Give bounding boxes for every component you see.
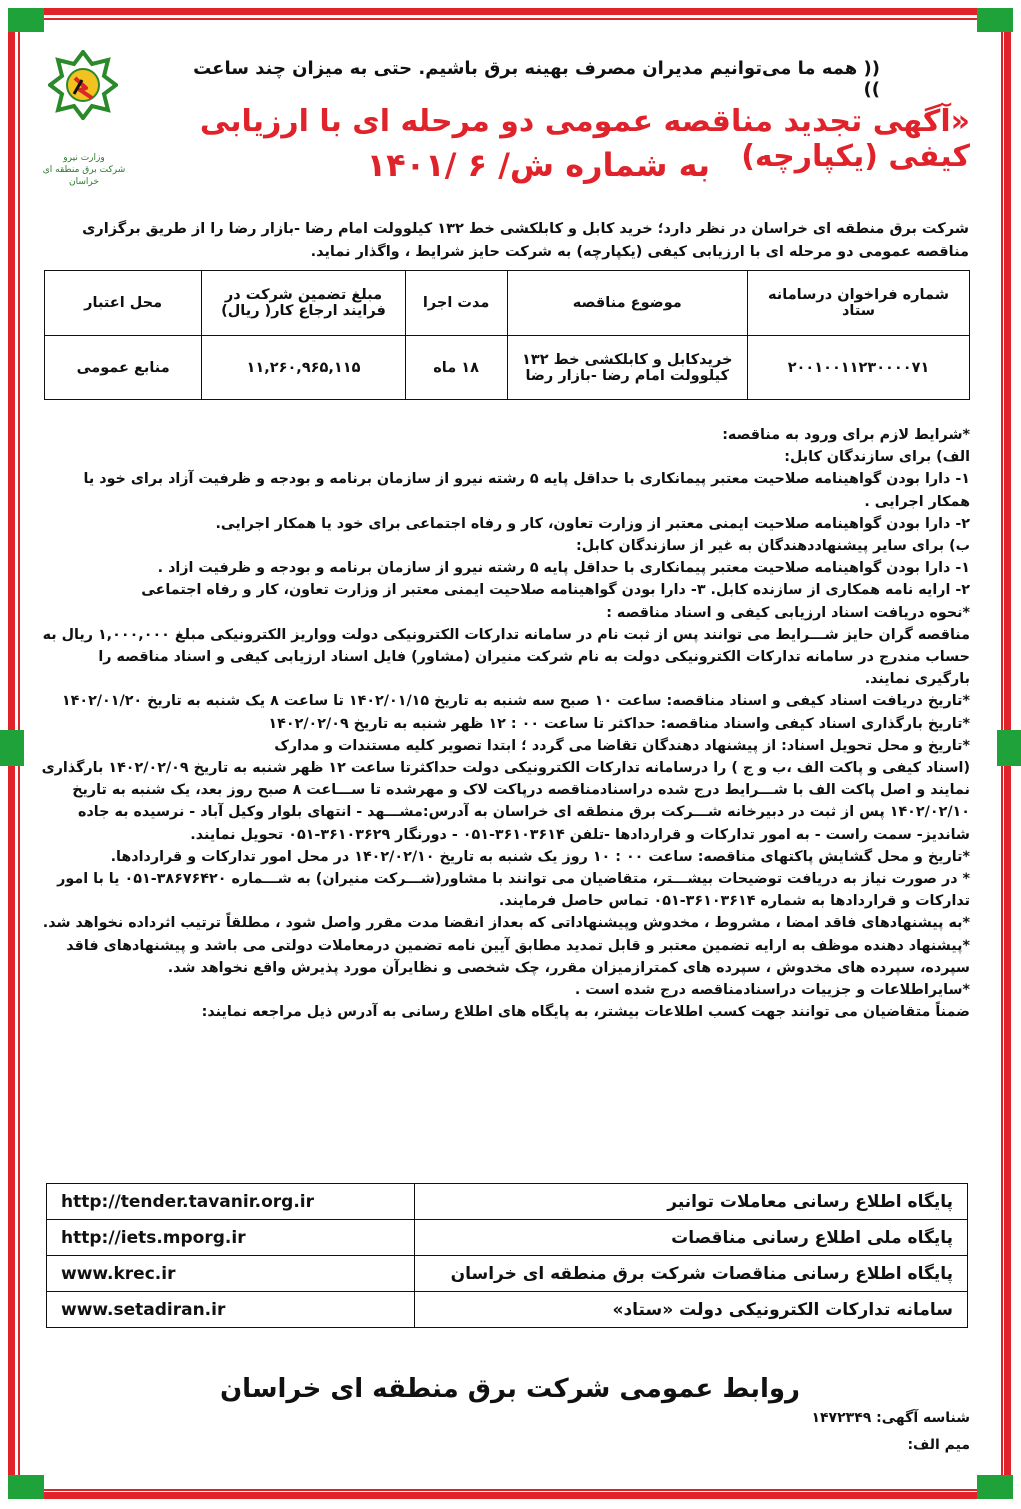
link-site: پایگاه اطلاع رسانی معاملات توانیر bbox=[415, 1184, 968, 1220]
mim-alef: میم الف: bbox=[907, 1437, 970, 1453]
links-table bbox=[46, 1183, 968, 1328]
body-line: (اسناد کیفی و پاکت الف ،ب و ج ) را درسامانه تدارکات الکترونیکی دولت حداکثرتا ساعت ۱۲ ظهر شنبه به تاریخ ۱۴۰۲/۰۲/۰۹ بارگذاری نمایند و اصل پاکت الف با شـــرایط درج شده دراسنادمناقصه درپاکت لاک و مهرشده تا ســـاعت ۸ صبح روز بعد، یک شنبه به تاریخ ۱۴۰۲/۰۲/۱۰ پس از ثبت در دبیرخانه شـــرکت برق منطقه ای خراسان به آدرس:مشـــهد - انتهای بلوار وکیل آباد - نرسیده به جاده شاندیز- سمت راست - به امور تدارکات و قراردادها -تلفن ۳۶۱۰۳۶۱۴-۰۵۱ - دورنگار ۳۶۱۰۳۶۲۹-۰۵۱ تحویل نمایند. bbox=[41, 760, 970, 843]
logo-caption-line: شرکت برق منطقه ای خراسان bbox=[42, 165, 126, 187]
side-tab-right bbox=[997, 730, 1021, 766]
body-line: *تاریخ و محل تحویل اسناد: از پیشنهاد دهندگان تقاضا می گردد ؛ ابتدا تصویر کلیه مستندات و مدارک bbox=[274, 737, 970, 754]
body-line: ۲- ارایه نامه همکاری از سازنده کابل. ۳- دارا بودن گواهینامه صلاحیت ایمنی معتبر از وزارت تعاون، کار و رفاه اجتماعی bbox=[141, 582, 970, 599]
body-line: *تاریخ دریافت اسناد کیفی و اسناد مناقصه: ساعت ۱۰ صبح سه شنبه به تاریخ ۱۴۰۲/۰۱/۱۵ تا ساعت ۸ یک شنبه به تاریخ ۱۴۰۲/۰۱/۲۰ bbox=[61, 693, 970, 710]
link-row bbox=[47, 1220, 968, 1256]
logo-caption bbox=[36, 152, 132, 188]
side-tab-left bbox=[0, 730, 24, 766]
body-line: ۱- دارا بودن گواهینامه صلاحیت معتبر پیمانکاری با حداقل پایه ۵ رشته نیرو از سازمان برنامه و بودجه و ظرفیت آزاد برای خود یا همکار اجرایی . bbox=[83, 471, 970, 510]
notice-title: «آگهی تجدید مناقصه عمومی دو مرحله ای با ارزیابی کیفی (یکپارچه) bbox=[199, 104, 970, 174]
intro-paragraph: شرکت برق منطقه ای خراسان در نظر دارد؛ خرید کابل و کابلکشی خط ۱۳۲ کیلوولت امام رضا -بازار رضا را از طریق برگزاری مناقصه عمومی دو مرحله ای با ارزیابی کیفی (یکپارچه) به شرکت حایز شرایط ، واگذار نماید. bbox=[82, 221, 969, 260]
table-cell: ۱۱,۲۶۰,۹۶۵,۱۱۵ bbox=[202, 336, 406, 400]
table-row bbox=[45, 336, 970, 400]
body-line: *تاریخ بارگذاری اسناد کیفی واسناد مناقصه: حداکثر تا ساعت ۰۰ : ۱۲ ظهر شنبه به تاریخ ۱۴۰۲/۰۲/۰۹ bbox=[268, 715, 970, 732]
table-header: محل اعتبار bbox=[45, 271, 202, 336]
body-line: * در صورت نیاز به دریافت توضیحات بیشـــتر، متقاضیان می توانند با مشاور(شـــرکت منیران) به شـــماره ۳۸۶۷۶۴۲۰-۰۵۱ یا با امور تدارکات و قراردادها به شماره ۳۶۱۰۳۶۱۴-۰۵۱ تماس حاصل فرمایند. bbox=[57, 871, 970, 910]
body-line: *سایراطلاعات و جزییات دراسنادمناقصه درج شده است . bbox=[574, 982, 970, 999]
slogan: (( همه ما می‌توانیم مدیران مصرف بهینه برق باشیم. حتی به میزان چند ساعت )) bbox=[193, 58, 880, 100]
table-header-row bbox=[45, 271, 970, 336]
body-line: مناقصه گران حایز شـــرایط می توانند پس از ثبت نام در سامانه تدارکات الکترونیکی دولت وواریز الکترونیکی مبلغ ۱,۰۰۰,۰۰۰ ریال به حساب مندرج در سامانه تدارکات الکترونیکی دولت به نام شرکت منیران (مشاور) فایل اسناد ارزیابی کیفی و اسناد مناقصه را بارگیری نمایند. bbox=[42, 626, 970, 688]
link-url[interactable]: http://iets.mporg.ir bbox=[47, 1220, 415, 1256]
body-line: ضمناً متقاضیان می توانند جهت کسب اطلاعات بیشتر، به پایگاه های اطلاع رسانی به آدرس ذیل مراجعه نمایند: bbox=[201, 1004, 970, 1021]
corner-tab bbox=[8, 8, 44, 32]
body-line: *به پیشنهادهای فاقد امضا ، مشروط ، مخدوش وپیشنهاداتی که بعداز انقضا مدت مقرر واصل شود ، مطلقاً ترتیب اثرداده نخواهد شد. bbox=[42, 915, 970, 932]
table-header: موضوع مناقصه bbox=[507, 271, 748, 336]
link-url[interactable]: www.krec.ir bbox=[47, 1256, 415, 1292]
body-line: ۲- دارا بودن گواهینامه صلاحیت ایمنی معتبر از وزارت تعاون، کار و رفاه اجتماعی برای خود یا همکار اجرایی. bbox=[215, 515, 970, 532]
table-cell: ۲۰۰۱۰۰۱۱۲۳۰۰۰۰۷۱ bbox=[748, 336, 970, 400]
table-header: شماره فراخوان درسامانه ستاد bbox=[748, 271, 970, 336]
tavanir-logo bbox=[48, 50, 118, 120]
body-line: *شرایط لازم برای ورود به مناقصه: bbox=[722, 427, 970, 443]
tender-table bbox=[44, 270, 970, 400]
footer-public-relations: روابط عمومی شرکت برق منطقه ای خراسان bbox=[219, 1374, 801, 1404]
link-row bbox=[47, 1256, 968, 1292]
link-url[interactable]: http://tender.tavanir.org.ir bbox=[47, 1184, 415, 1220]
link-row bbox=[47, 1292, 968, 1328]
link-site: پایگاه ملی اطلاع رسانی مناقصات bbox=[415, 1220, 968, 1256]
notice-number: به شماره ش/ ۶ /۱۴۰۱ bbox=[366, 146, 710, 184]
logo-caption-line: وزارت نیرو bbox=[63, 153, 105, 163]
corner-tab bbox=[977, 8, 1013, 32]
body-line: *نحوه دریافت اسناد ارزیابی کیفی و اسناد مناقصه : bbox=[606, 604, 970, 621]
body-line: الف) برای سازندگان کابل: bbox=[784, 449, 970, 466]
link-row bbox=[47, 1184, 968, 1220]
link-site: پایگاه اطلاع رسانی مناقصات شرکت برق منطقه ای خراسان bbox=[415, 1256, 968, 1292]
body-line: ب) برای سایر پیشنهاددهندگان به غیر از سازندگان کابل: bbox=[575, 538, 970, 555]
table-cell: منابع عمومی bbox=[45, 336, 202, 400]
table-cell: ۱۸ ماه bbox=[405, 336, 507, 400]
corner-tab bbox=[977, 1475, 1013, 1499]
body-line: *تاریخ و محل گشایش پاکتهای مناقصه: ساعت ۰۰ : ۱۰ روز یک شنبه به تاریخ ۱۴۰۲/۰۲/۱۰ در محل امور تدارکات و قراردادها. bbox=[110, 848, 970, 865]
corner-tab bbox=[8, 1475, 44, 1499]
table-cell: خریدکابل و کابلکشی خط ۱۳۲ کیلوولت امام رضا -بازار رضا bbox=[507, 336, 748, 400]
link-url[interactable]: www.setadiran.ir bbox=[47, 1292, 415, 1328]
notice-body bbox=[40, 424, 970, 1023]
table-header: مدت اجرا bbox=[405, 271, 507, 336]
table-header: مبلغ تضمین شرکت در فرایند ارجاع کار( ریال) bbox=[202, 271, 406, 336]
ad-code: شناسه آگهی: ۱۴۷۲۳۴۹ bbox=[811, 1410, 970, 1426]
body-line: ۱- دارا بودن گواهینامه صلاحیت معتبر پیمانکاری با حداقل پایه ۵ رشته نیرو از سازمان برنامه و بودجه و ظرفیت ازاد . bbox=[157, 560, 970, 577]
body-line: *پیشنهاد دهنده موظف به ارایه تضمین معتبر و قابل تمدید مطابق آیین نامه تضمین درمعاملات دولتی می باشد و پیشنهادهای فاقد سپرده، سپرده های مخدوش ، سپرده های کمترازمیزان مقرر، چک شخصی و نظایرآن مورد پذیرش واقع نخواهد شد. bbox=[66, 937, 970, 976]
link-site: سامانه تدارکات الکترونیکی دولت «ستاد» bbox=[415, 1292, 968, 1328]
